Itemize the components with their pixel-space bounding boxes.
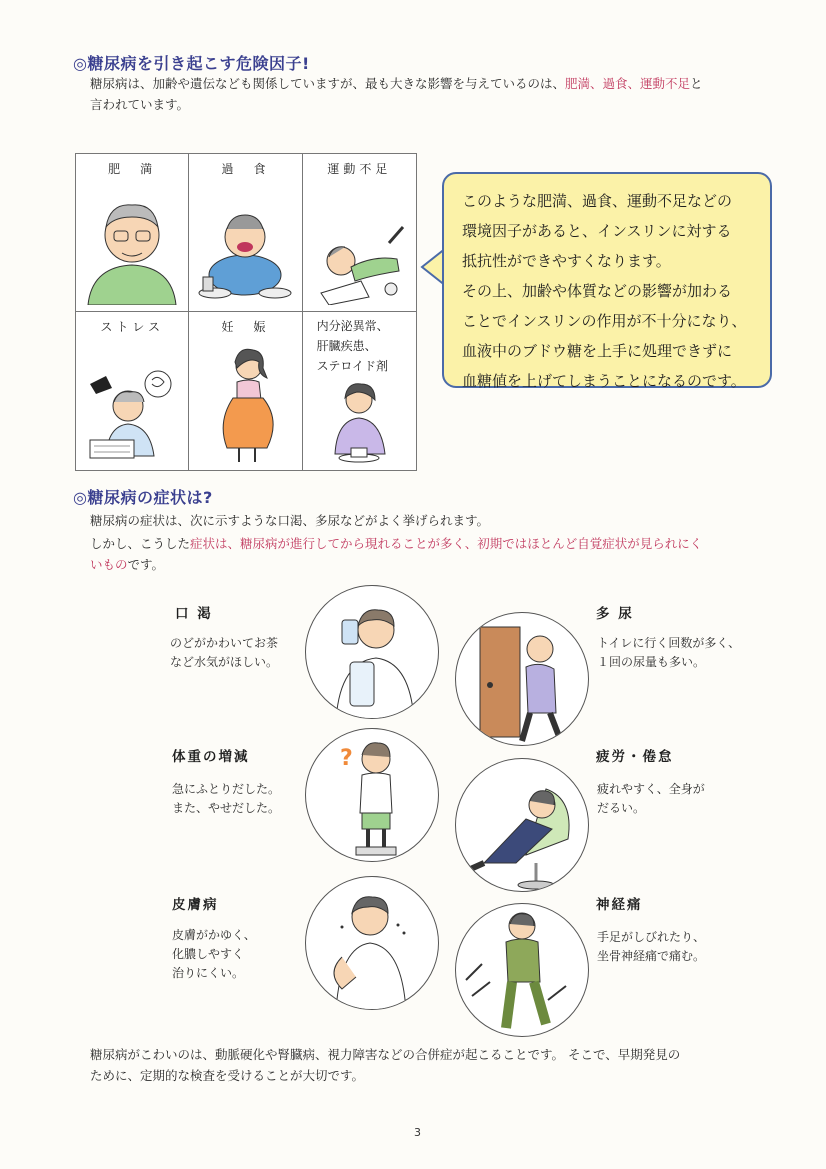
callout-line: その上、加齢や体質などの影響が加わる (462, 282, 733, 300)
risk-cell-line-1: 内分泌異常、 (316, 319, 389, 333)
callout-line: 抵抗性ができやすくなります。 (462, 252, 671, 270)
risk-explanation-callout (442, 172, 772, 388)
symptom-fatigue-desc (597, 780, 705, 818)
symptom-nerve-label: 神経痛 (596, 897, 643, 913)
risk-factor-grid (75, 153, 417, 471)
risk-cell-label-multiline (317, 316, 416, 376)
symptom-thirst-label: 口 渇 (175, 606, 213, 622)
risk-cell-obesity (76, 154, 189, 312)
symptoms-emphasis-1: 症状は、糖尿病が進行してから現れることが多く、初期ではほとんど自覚症状が見られにく (190, 536, 703, 551)
symptom-desc-line: 皮膚がかゆく、 (172, 928, 256, 942)
complications-line-2: ために、定期的な検査を受けることが大切です。 (90, 1068, 365, 1083)
risk-cell-label: 肥 満 (108, 162, 157, 176)
complications-line-1: 糖尿病がこわいのは、動脈硬化や腎臓病、視力障害などの合併症が起こることです。 そこで、早期発見の (90, 1047, 681, 1062)
risk-cell-overeating (189, 154, 302, 312)
symptom-desc-line: また、やせだした。 (172, 801, 281, 815)
overeating-man-illustration (197, 185, 293, 305)
symptom-desc-line: １回の尿量も多い。 (597, 655, 706, 669)
callout-line: 血液中のブドウ糖を上手に処理できずに (462, 342, 733, 360)
man-at-toilet-door-illustration (456, 613, 589, 746)
section-heading-symptoms: ◎糖尿病の症状は? (73, 488, 213, 507)
risk-intro-text-2: と (690, 76, 703, 91)
man-on-scale-illustration (306, 729, 439, 862)
symptom-desc-line: 坐骨神経痛で痛む。 (597, 949, 706, 963)
symptoms-intro-paragraph-2 (90, 533, 780, 575)
tired-man-in-chair-illustration (456, 759, 589, 892)
symptom-desc-line: トイレに行く回数が多く、 (597, 636, 741, 650)
obese-man-illustration (84, 185, 180, 305)
section-heading-risk-factors: ◎糖尿病を引き起こす危険因子! (73, 54, 310, 73)
skin-illustration-circle (305, 876, 439, 1010)
risk-cell-pregnancy (189, 312, 302, 470)
man-with-leg-pain-illustration (456, 904, 589, 1037)
symptom-weight-label: 体重の増減 (172, 749, 250, 765)
fatigue-illustration-circle (455, 758, 589, 892)
woman-with-tea-illustration (311, 374, 407, 464)
thirst-illustration-circle (305, 585, 439, 719)
risk-cell-line-2: 肝臓疾患、 (316, 339, 377, 353)
symptoms-text-1: しかし、こうした (90, 536, 191, 551)
symptom-skin-desc (172, 926, 256, 983)
risk-cell-other-causes (303, 312, 416, 470)
symptom-desc-line: だるい。 (597, 801, 646, 815)
risk-intro-text-1: 糖尿病は、加齢や遺伝なども関係していますが、最も大きな影響を与えているのは、 (90, 76, 566, 91)
risk-intro-text-3: 言われています。 (90, 97, 190, 112)
symptom-nerve-desc (597, 928, 705, 966)
symptoms-emphasis-2: いもの (90, 557, 128, 572)
symptom-skin-label: 皮膚病 (172, 897, 219, 913)
page-number: 3 (414, 1126, 421, 1139)
symptom-thirst-desc (170, 634, 278, 672)
symptoms-intro-paragraph-1: 糖尿病の症状は、次に示すような口渇、多尿などがよく挙げられます。 (90, 513, 490, 528)
itching-man-illustration (306, 877, 439, 1010)
symptom-urination-desc (597, 634, 740, 672)
risk-cell-label: 過 食 (221, 162, 270, 176)
symptom-weight-desc (172, 780, 280, 818)
nerve-illustration-circle (455, 903, 589, 1037)
pregnant-woman-illustration (197, 340, 293, 464)
symptoms-text-2: です。 (127, 557, 165, 572)
drinking-man-illustration (306, 586, 439, 719)
risk-cell-label: 運動不足 (327, 162, 392, 176)
risk-cell-stress (76, 312, 189, 470)
callout-line: このような肥満、過食、運動不足などの (462, 192, 733, 210)
symptom-desc-line: 疲れやすく、全身が (597, 782, 705, 796)
symptom-desc-line: など水気がほしい。 (170, 655, 279, 669)
risk-cell-label: 妊 娠 (221, 320, 270, 334)
symptom-desc-line: のどがかわいてお茶 (170, 636, 279, 650)
symptom-urination-label: 多 尿 (596, 606, 634, 622)
symptom-desc-line: 治りにくい。 (172, 966, 245, 980)
callout-line: 環境因子があると、インスリンに対する (462, 222, 732, 240)
callout-line: 血糖値を上げてしまうことになるのです。 (462, 372, 746, 390)
weight-illustration-circle (305, 728, 439, 862)
risk-intro-emphasis: 肥満、過食、運動不足 (565, 76, 691, 91)
stressed-man-illustration (84, 344, 180, 464)
symptom-desc-line: 化膿しやすく (172, 947, 245, 961)
urination-illustration-circle (455, 612, 589, 746)
symptom-fatigue-label: 疲労・倦怠 (596, 749, 674, 765)
risk-cell-label: ストレス (100, 320, 164, 334)
symptom-desc-line: 急にふとりだした。 (172, 782, 281, 796)
risk-cell-line-3: ステロイド剤 (316, 359, 389, 373)
callout-line: ことでインスリンの作用が不十分になり、 (462, 312, 747, 330)
lying-man-illustration (311, 185, 407, 305)
complications-paragraph (90, 1044, 780, 1086)
risk-cell-lack-of-exercise (303, 154, 416, 312)
question-mark-icon: ? (340, 746, 353, 771)
symptom-desc-line: 手足がしびれたり、 (597, 930, 706, 944)
risk-intro-paragraph (90, 73, 780, 115)
